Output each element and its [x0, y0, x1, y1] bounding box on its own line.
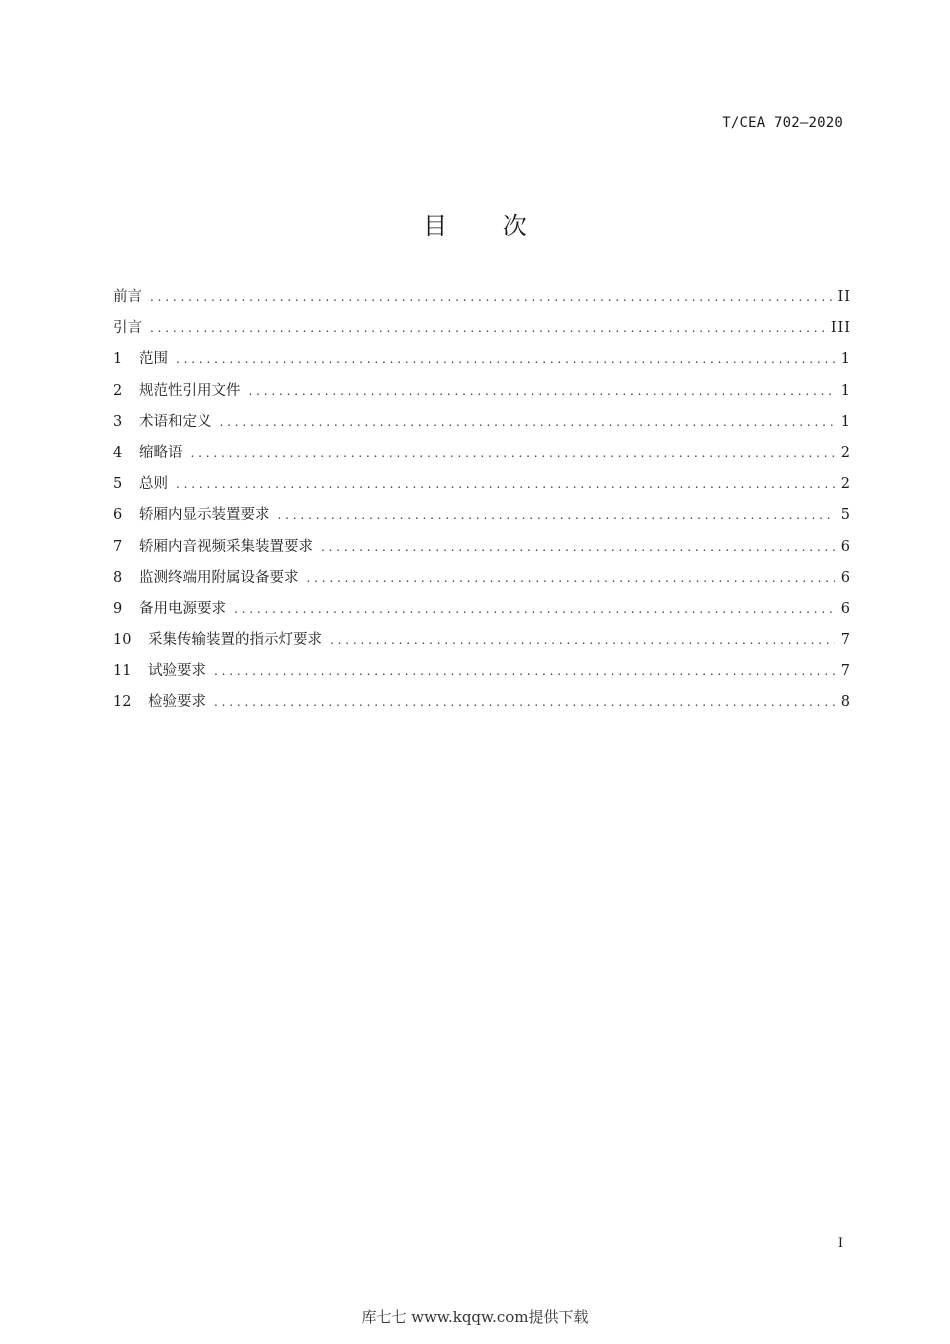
toc-entry-title: 检验要求 — [148, 694, 206, 711]
toc-entry-foreword[interactable] — [113, 286, 851, 317]
toc-leader-dots — [210, 691, 835, 713]
toc-entry-page: III — [830, 320, 851, 337]
standard-code: T/CEA 702—2020 — [722, 115, 843, 131]
toc-leader-dots — [172, 473, 835, 495]
toc-leader-dots — [230, 598, 835, 620]
toc-entry-title: 规范性引用文件 — [139, 382, 241, 399]
toc-leader-dots — [216, 411, 835, 433]
toc-title: 目 次 — [423, 212, 551, 240]
toc-entry-number: 1 — [113, 351, 123, 368]
toc-entry-title: 监测终端用附属设备要求 — [139, 569, 299, 586]
toc-entry-number: 4 — [113, 444, 123, 461]
download-source-note: 库七七 www.kqqw.com提供下载 — [361, 1308, 589, 1326]
toc-entry-title: 术语和定义 — [139, 413, 212, 430]
toc-leader-dots — [326, 629, 835, 651]
toc-entry-number: 10 — [113, 632, 132, 649]
toc-entry-page: 5 — [840, 507, 851, 524]
toc-entry-number: 8 — [113, 569, 123, 586]
toc-entry-title: 试验要求 — [148, 663, 206, 680]
toc-entry-title: 缩略语 — [139, 444, 183, 461]
toc-entry-title: 前言 — [113, 289, 142, 305]
toc-entry-number: 6 — [113, 507, 123, 524]
toc-entry-page: 1 — [840, 382, 851, 399]
toc-entry-number: 7 — [113, 538, 123, 555]
toc-entry-page: 7 — [840, 663, 851, 680]
toc-entry-3[interactable] — [113, 411, 851, 442]
toc-entry-number: 5 — [113, 476, 123, 493]
toc-entry-1[interactable] — [113, 348, 851, 379]
toc-entry-number: 9 — [113, 600, 123, 617]
toc-leader-dots — [210, 660, 835, 682]
toc-entry-11[interactable] — [113, 660, 851, 691]
toc-leader-dots — [245, 380, 835, 402]
toc-entry-page: 7 — [840, 632, 851, 649]
toc-entry-7[interactable] — [113, 536, 851, 567]
toc-leader-dots — [187, 442, 835, 464]
toc-entry-page: 6 — [840, 600, 851, 617]
toc-entry-title: 轿厢内音视频采集装置要求 — [139, 538, 313, 555]
toc-entry-title: 范围 — [139, 351, 168, 368]
toc-entry-number: 2 — [113, 382, 123, 399]
toc-entry-title: 引言 — [113, 320, 142, 337]
toc-entry-number: 3 — [113, 413, 123, 430]
toc-leader-dots — [317, 536, 835, 558]
toc-entry-10[interactable] — [113, 629, 851, 660]
toc-entry-9[interactable] — [113, 598, 851, 629]
toc-entry-page: II — [837, 289, 851, 305]
toc-entry-number: 12 — [113, 694, 132, 711]
toc-entry-5[interactable] — [113, 473, 851, 504]
toc-entry-title: 采集传输装置的指示灯要求 — [148, 632, 322, 649]
toc-entry-page: 1 — [840, 351, 851, 368]
toc-entry-6[interactable] — [113, 504, 851, 535]
toc-entry-12[interactable] — [113, 691, 851, 722]
toc-entry-title: 总则 — [139, 476, 168, 493]
toc-list — [113, 286, 851, 723]
toc-entry-page: 6 — [840, 538, 851, 555]
toc-entry-page: 8 — [840, 694, 851, 711]
toc-entry-2[interactable] — [113, 380, 851, 411]
toc-entry-number: 11 — [113, 663, 132, 680]
toc-entry-8[interactable] — [113, 567, 851, 598]
toc-leader-dots — [146, 286, 832, 308]
toc-leader-dots — [303, 567, 835, 589]
toc-entry-introduction[interactable] — [113, 317, 851, 348]
toc-leader-dots — [172, 348, 835, 370]
page-number: I — [837, 1236, 843, 1251]
toc-entry-4[interactable] — [113, 442, 851, 473]
toc-leader-dots — [146, 317, 825, 339]
toc-entry-page: 1 — [840, 413, 851, 430]
toc-entry-page: 2 — [840, 444, 851, 461]
toc-entry-page: 6 — [840, 569, 851, 586]
toc-entry-title: 备用电源要求 — [139, 600, 226, 617]
toc-leader-dots — [274, 504, 835, 526]
toc-entry-page: 2 — [840, 476, 851, 493]
toc-entry-title: 轿厢内显示装置要求 — [139, 507, 270, 524]
